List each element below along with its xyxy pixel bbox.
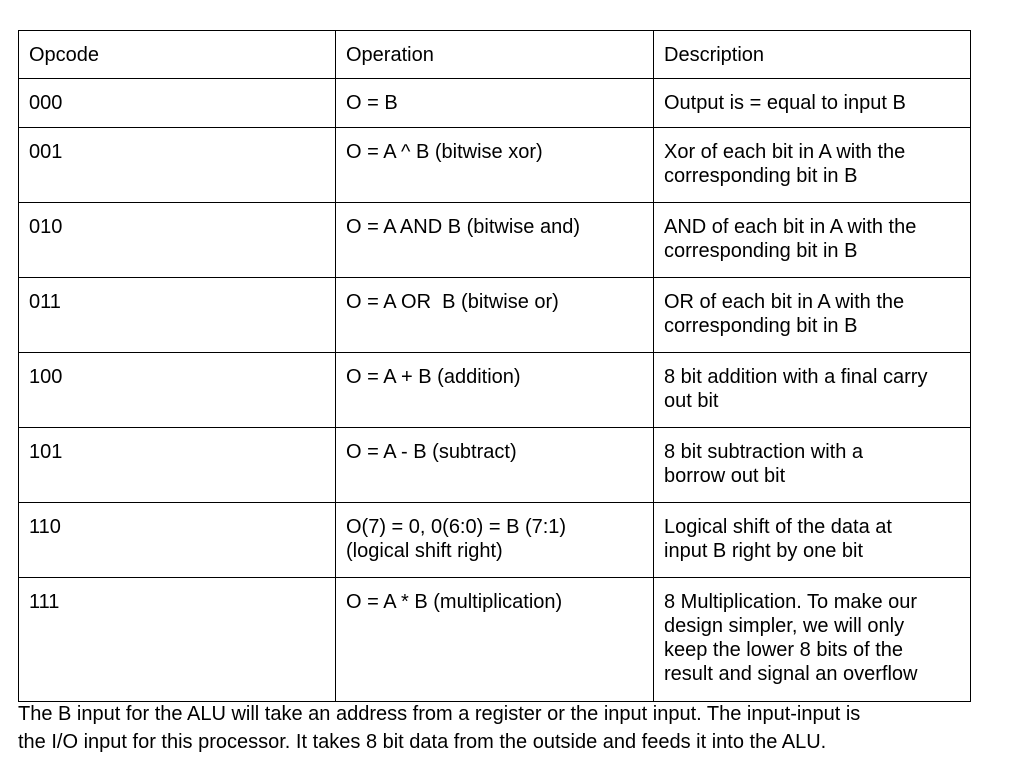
opcode-cell: 111	[19, 578, 336, 702]
opcode-cell: 001	[19, 128, 336, 203]
description-line: borrow out bit	[664, 465, 786, 487]
operation-line: O(7) = 0, 0(6:0) = B (7:1)	[346, 516, 567, 538]
table-row	[19, 203, 971, 278]
table-row	[19, 503, 971, 578]
description-line: 8 Multiplication. To make our	[664, 591, 918, 613]
operation-line: O = A OR B (bitwise or)	[346, 291, 559, 313]
description-cell	[654, 128, 971, 203]
operation-cell	[336, 428, 654, 503]
table-row	[19, 428, 971, 503]
table-header-row	[19, 31, 971, 79]
description-line: OR of each bit in A with the	[664, 291, 905, 313]
description-line: 8 bit addition with a final carry	[664, 366, 928, 388]
header-description: Description	[654, 31, 971, 79]
operation-line: O = A - B (subtract)	[346, 441, 517, 463]
opcode-cell: 100	[19, 353, 336, 428]
description-line: Xor of each bit in A with the	[664, 141, 906, 163]
operation-cell	[336, 353, 654, 428]
operation-line: O = A AND B (bitwise and)	[346, 216, 580, 238]
header-opcode: Opcode	[19, 31, 336, 79]
operation-cell	[336, 278, 654, 353]
opcode-cell: 000	[19, 79, 336, 128]
header-operation: Operation	[336, 31, 654, 79]
description-line: corresponding bit in B	[664, 240, 858, 262]
table-row	[19, 578, 971, 702]
opcode-cell: 110	[19, 503, 336, 578]
footnote-line: the I/O input for this processor. It takes 8 bit data from the outside and feeds it into the ALU.	[18, 731, 827, 753]
description-line: corresponding bit in B	[664, 315, 858, 337]
description-cell	[654, 353, 971, 428]
table-row	[19, 79, 971, 128]
operation-cell	[336, 79, 654, 128]
opcode-cell: 101	[19, 428, 336, 503]
operation-cell	[336, 503, 654, 578]
operation-cell	[336, 128, 654, 203]
table-row	[19, 128, 971, 203]
operation-cell	[336, 203, 654, 278]
operation-line: O = A * B (multiplication)	[346, 591, 563, 613]
description-cell	[654, 578, 971, 702]
operation-line: O = B	[346, 92, 398, 114]
description-line: 8 bit subtraction with a	[664, 441, 863, 463]
description-cell	[654, 203, 971, 278]
description-cell	[654, 503, 971, 578]
opcode-table	[18, 30, 971, 702]
description-line: out bit	[664, 390, 719, 412]
operation-line: O = A ^ B (bitwise xor)	[346, 141, 543, 163]
table-row	[19, 278, 971, 353]
description-line: Output is = equal to input B	[664, 92, 906, 114]
description-line: Logical shift of the data at	[664, 516, 892, 538]
table-row	[19, 353, 971, 428]
operation-line: (logical shift right)	[346, 540, 503, 562]
description-line: input B right by one bit	[664, 540, 864, 562]
description-line: AND of each bit in A with the	[664, 216, 917, 238]
description-line: design simpler, we will only	[664, 615, 905, 637]
description-line: result and signal an overflow	[664, 663, 918, 685]
footnote-paragraph	[18, 700, 1018, 756]
description-cell	[654, 79, 971, 128]
description-cell	[654, 278, 971, 353]
opcode-cell: 010	[19, 203, 336, 278]
operation-cell	[336, 578, 654, 702]
footnote-line: The B input for the ALU will take an address from a register or the input input. The input-input is	[18, 703, 861, 725]
description-line: keep the lower 8 bits of the	[664, 639, 904, 661]
description-cell	[654, 428, 971, 503]
operation-line: O = A + B (addition)	[346, 366, 521, 388]
description-line: corresponding bit in B	[664, 165, 858, 187]
opcode-cell: 011	[19, 278, 336, 353]
